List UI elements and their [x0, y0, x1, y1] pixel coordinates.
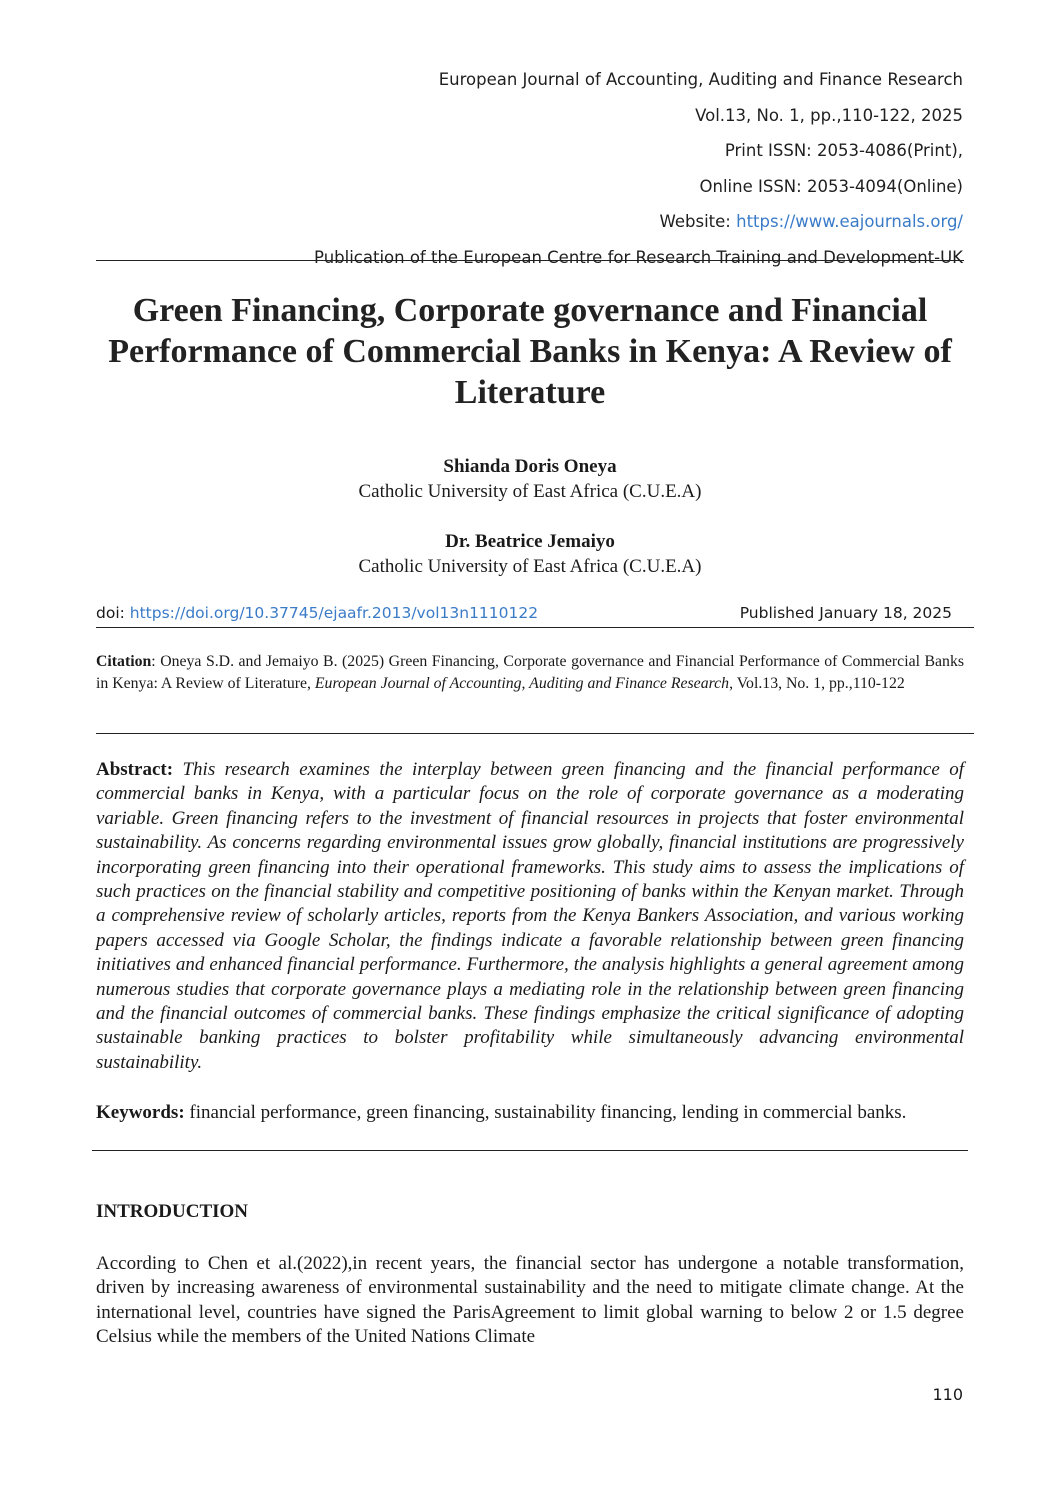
- keywords-text: financial performance, green financing, sustainability financing, lending in commercial banks.: [184, 1102, 907, 1123]
- section-heading-introduction: INTRODUCTION: [96, 1201, 249, 1222]
- doi-divider: [96, 627, 974, 628]
- doi-link[interactable]: https://doi.org/10.37745/ejaafr.2013/vol13n1110122: [129, 604, 539, 622]
- doi-label: doi:: [96, 604, 130, 622]
- publisher-line: Publication of the European Centre for Research Training and Development-UK: [314, 247, 963, 267]
- website-label: Website:: [659, 212, 737, 231]
- header-divider: [96, 260, 964, 261]
- citation-divider: [96, 733, 974, 734]
- online-issn: Online ISSN: 2053-4094(Online): [699, 176, 963, 196]
- introduction-paragraph: According to Chen et al.(2022),in recent years, the financial sector has undergone a notable transformation, driven by increasing awareness of environmental sustainability and the need to mitigate climate change. At the international level, countries have signed the ParisAgreement to limit global warning to below 2 or 1.5 degree Celsius while the members of the United Nations Climate: [96, 1253, 964, 1348]
- volume-info: Vol.13, No. 1, pp.,110-122, 2025: [695, 105, 963, 125]
- doi-line: [96, 602, 966, 624]
- keywords-label: Keywords:: [96, 1102, 185, 1123]
- author-block: [96, 454, 964, 579]
- author-affiliation-2: Catholic University of East Africa (C.U.E.A): [358, 556, 702, 577]
- print-issn: Print ISSN: 2053-4086(Print),: [724, 141, 963, 160]
- keywords: [96, 1101, 964, 1125]
- author-name-2: Dr. Beatrice Jemaiyo: [445, 531, 615, 552]
- website-line: [163, 204, 963, 240]
- author-affiliation-1: Catholic University of East Africa (C.U.E.A): [358, 481, 702, 502]
- paper-title: Green Financing, Corporate governance and Financial Performance of Commercial Banks in Kenya: A Review of Literature: [108, 292, 952, 411]
- citation-text-a: : Oneya S.D. and Jemaiyo B. (2025) Green Financing, Corporate governance and Financial Performance of Commercial Banks in Kenya: A Review of Literature,: [96, 653, 964, 692]
- journal-name: European Journal of Accounting, Auditing and Finance Research: [438, 70, 963, 89]
- citation-journal: European Journal of Accounting, Auditing and Finance Research: [314, 675, 730, 692]
- citation-text-b: , Vol.13, No. 1, pp.,110-122: [729, 675, 905, 692]
- author-name-1: Shianda Doris Oneya: [443, 456, 617, 477]
- citation-label: Citation: [96, 653, 152, 670]
- published-date: Published January 18, 2025: [739, 604, 952, 622]
- abstract-text: This research examines the interplay between green financing and the financial performance of commercial banks in Kenya, with a particular focus on the role of corporate governance as a moderating variable. Green financing refers to the investment of financial resources in projects that foster environmental sustainability. As concerns regarding environmental issues grow globally, financial institutions are progressively incorporating green financing into their operational frameworks. This study aims to assess the implications of such practices on the financial stability and competitive positioning of banks within the Kenyan market. Through a comprehensive review of scholarly articles, reports from the Kenya Bankers Association, and various working papers accessed via Google Scholar, the findings indicate a favorable relationship between green financing initiatives and enhanced financial performance. Furthermore, the analysis highlights a general agreement among numerous studies that corporate governance plays a mediating role in the relationship between green financing and the financial outcomes of commercial banks. These findings emphasize the critical significance of adopting sustainable banking practices to bolster profitability while simultaneously advancing environmental sustainability.: [96, 759, 964, 1073]
- website-link[interactable]: https://www.eajournals.org/: [736, 212, 963, 231]
- abstract: [96, 758, 964, 1075]
- abstract-label: Abstract:: [96, 759, 174, 780]
- page-number: 110: [932, 1385, 963, 1404]
- citation: [96, 651, 964, 695]
- keywords-divider: [92, 1150, 968, 1151]
- journal-header: [163, 62, 963, 275]
